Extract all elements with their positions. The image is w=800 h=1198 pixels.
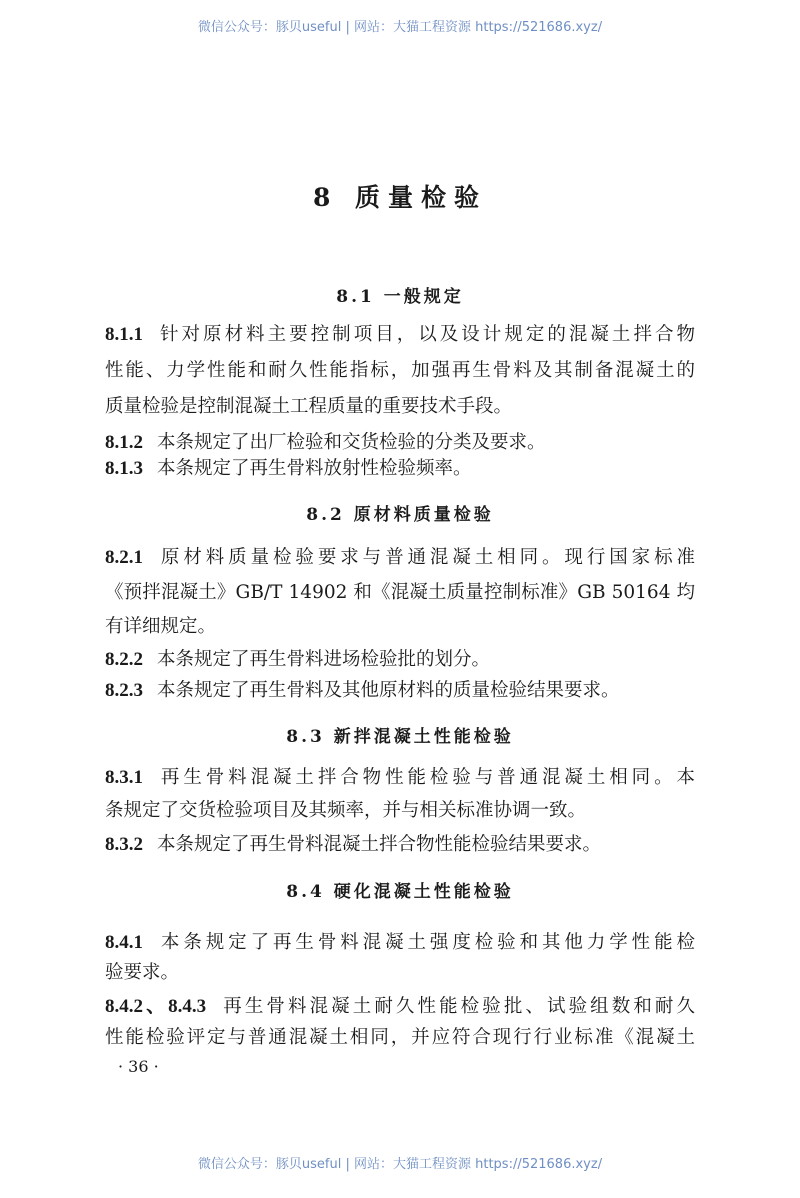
clause-number: 8.3.2 (105, 834, 143, 855)
clause-number: 8.2.3 (105, 680, 143, 701)
clause-8-4-2 (105, 991, 695, 1018)
clause-text: 原材料质量检验要求与普通混凝土相同。现行国家标准 (157, 547, 695, 568)
clause-8-3-1 (105, 763, 695, 789)
clause-text: 本条规定了出厂检验和交货检验的分类及要求。 (157, 432, 546, 453)
clause-text: 本条规定了再生骨料混凝土强度检验和其他力学性能检 (157, 932, 695, 953)
clause-number: 8.2.1 (105, 547, 143, 568)
clause-8-1-1-line3: 质量检验是控制混凝土工程质量的重要技术手段。 (105, 396, 513, 417)
clause-text: 本条规定了再生骨料及其他原材料的质量检验结果要求。 (157, 680, 620, 701)
clause-number: 8.4.1 (105, 932, 143, 953)
clause-8-4-1-line2: 验要求。 (105, 962, 180, 983)
clause-number: 8.1.3 (105, 458, 143, 479)
clause-number: 8.1.2 (105, 432, 143, 453)
clause-number: 8.4.2、8.4.3 (105, 996, 207, 1017)
clause-text: 再生骨料混凝土耐久性能检验批、试验组数和耐久 (220, 996, 695, 1017)
clause-8-2-1-line2: 《预拌混凝土》GB/T 14902 和《混凝土质量控制标准》GB 50164 均 (105, 582, 695, 603)
clause-number: 8.3.1 (105, 767, 143, 788)
clause-8-1-3 (105, 454, 695, 480)
section-heading-8-4: 8.4 硬化混凝土性能检验 (286, 882, 514, 902)
watermark-bottom: 微信公众号：豚贝useful | 网站：大猫工程资源 https://521686.xyz/ (197, 1157, 603, 1172)
section-heading-8-1: 8.1 一般规定 (336, 287, 464, 307)
chapter-title: 8 质量检验 (312, 183, 488, 212)
section-heading-8-2: 8.2 原材料质量检验 (306, 505, 494, 525)
clause-8-2-1 (105, 543, 695, 569)
clause-text: 针对原材料主要控制项目，以及设计规定的混凝土拌合物 (157, 324, 695, 345)
clause-8-1-1-line2: 性能、力学性能和耐久性能指标，加强再生骨料及其制备混凝土的 (105, 360, 695, 381)
clause-text: 本条规定了再生骨料放射性检验频率。 (157, 458, 472, 479)
clause-8-2-2 (105, 645, 695, 671)
clause-8-2-3 (105, 676, 695, 702)
section-heading-8-3: 8.3 新拌混凝土性能检验 (286, 727, 514, 747)
clause-number: 8.1.1 (105, 324, 143, 345)
clause-text: 本条规定了再生骨料混凝土拌合物性能检验结果要求。 (157, 834, 602, 855)
clause-8-2-1-line3: 有详细规定。 (105, 616, 217, 637)
page-number: · 36 · (118, 1057, 159, 1076)
clause-8-4-1 (105, 928, 695, 954)
clause-8-4-2-line2: 性能检验评定与普通混凝土相同，并应符合现行行业标准《混凝土 (105, 1027, 695, 1048)
clause-number: 8.2.2 (105, 649, 143, 670)
clause-8-1-1 (105, 320, 695, 346)
watermark-top: 微信公众号：豚贝useful | 网站：大猫工程资源 https://521686.xyz/ (197, 20, 603, 35)
clause-8-3-2 (105, 830, 695, 856)
clause-text: 再生骨料混凝土拌合物性能检验与普通混凝土相同。本 (157, 767, 695, 788)
clause-8-3-1-line2: 条规定了交货检验项目及其频率，并与相关标准协调一致。 (105, 800, 587, 821)
clause-text: 本条规定了再生骨料进场检验批的划分。 (157, 649, 491, 670)
clause-8-1-2 (105, 428, 695, 454)
